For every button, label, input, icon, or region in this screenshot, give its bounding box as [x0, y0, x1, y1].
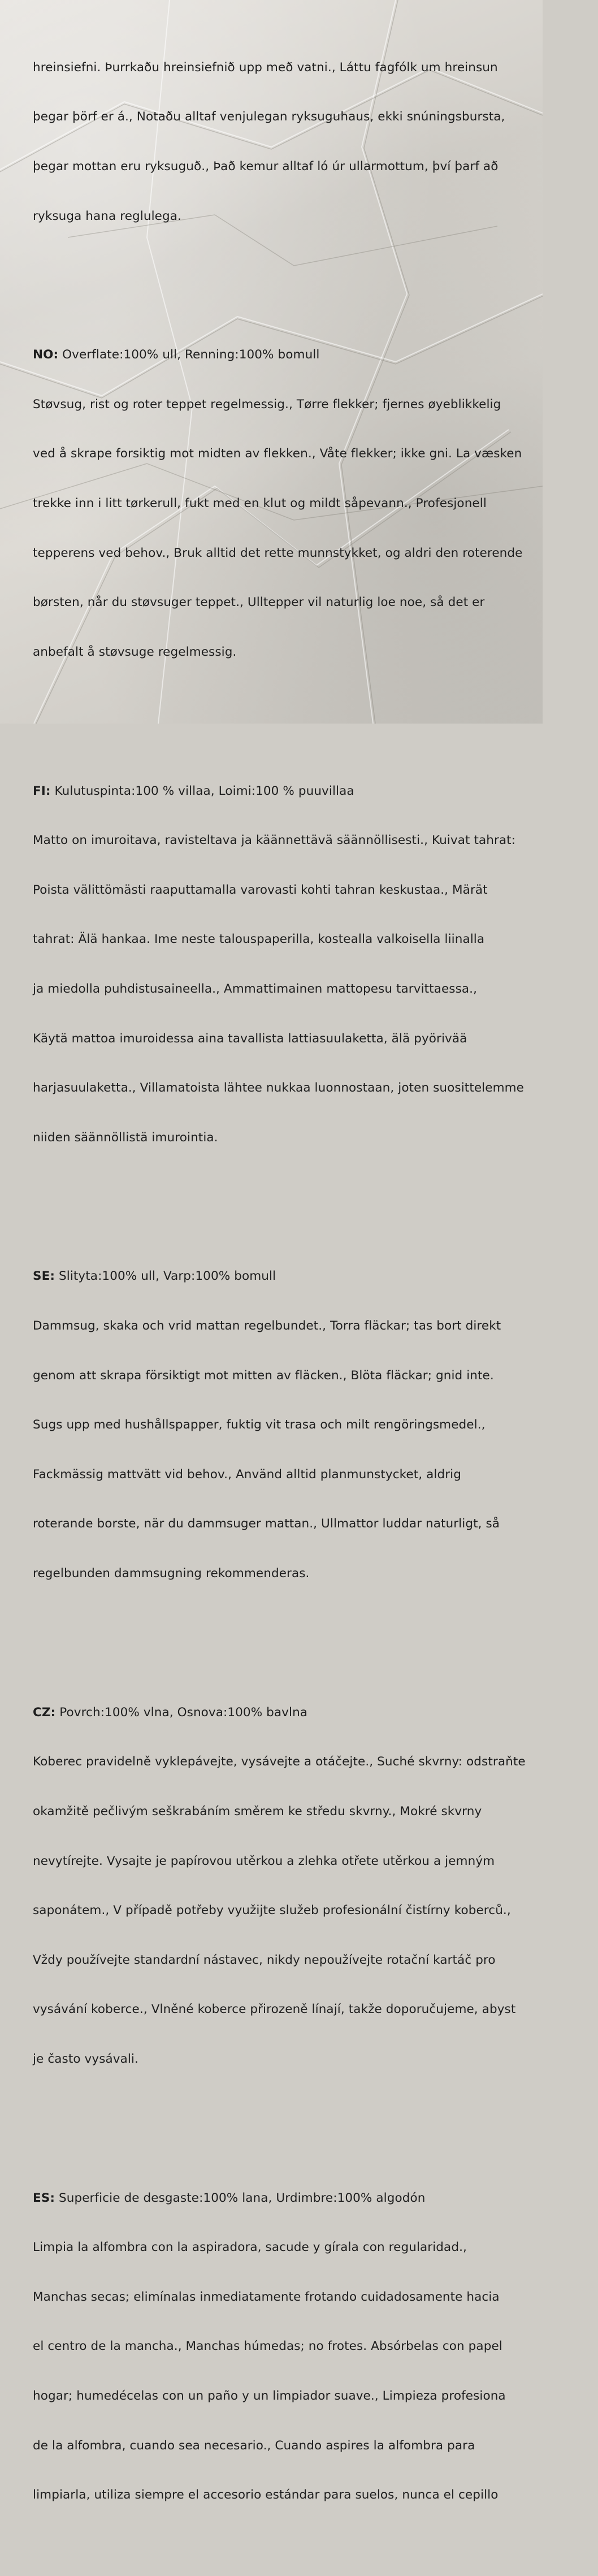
material-heading: Superficie de desgaste:100% lana, Urdimbre:100% algodón — [55, 2190, 426, 2205]
text-line: Käytä mattoa imuroidessa aina tavallista lattiasuulaketta, älä pyörivää — [33, 1031, 467, 1046]
text-line: Matto on imuroitava, ravisteltava ja käännettävä säännöllisesti., Kuivat tahrat: — [33, 833, 516, 848]
section-se — [33, 1235, 598, 1615]
text-line: tepperens ved behov., Bruk alltid det rette munnstykket, og aldri den roterende — [33, 545, 523, 560]
text-line: ved å skrape forsiktig mot midten av flekken., Våte flekker; ikke gni. La væsken — [33, 447, 522, 461]
language-code: SE: — [33, 1269, 55, 1284]
text-line: Koberec pravidelně vyklepávejte, vysávejte a otáčejte., Suché skvrny: odstraňte — [33, 1755, 526, 1769]
text-line: anbefalt å støvsuge regelmessig. — [33, 644, 237, 659]
text-line: niiden säännöllistä imurointia. — [33, 1130, 218, 1145]
language-code: NO: — [33, 348, 59, 362]
text-line: saponátem., V případě potřeby využijte služeb profesionální čistírny koberců., — [33, 1903, 511, 1918]
text-line: ja miedolla puhdistusaineella., Ammattimainen mattopesu tarvittaessa., — [33, 981, 478, 996]
section-fi — [33, 750, 598, 1179]
text-line: þegar þörf er á., Notaðu alltaf venjulegan ryksuguhaus, ekki snúningsbursta, — [33, 110, 505, 124]
material-heading: Povrch:100% vlna, Osnova:100% bavlna — [55, 1705, 308, 1720]
section-is-continued — [33, 26, 598, 257]
text-line: børsten, når du støvsuger teppet., Ulltepper vil naturlig loe noe, så det er — [33, 595, 485, 610]
text-line: okamžitě pečlivým seškrabáním směrem ke středu skvrny., Mokré skvrny — [33, 1804, 482, 1819]
language-code: ES: — [33, 2190, 55, 2205]
section-heading — [33, 347, 598, 363]
section-no — [33, 314, 598, 694]
text-line: þegar mottan eru ryksuguð., Það kemur alltaf ló úr ullarmottum, því þarf að — [33, 159, 499, 174]
text-line: el centro de la mancha., Manchas húmedas; no frotes. Absórbelas con papel — [33, 2339, 502, 2354]
text-line: genom att skrapa försiktigt mot mitten av fläcken., Blöta fläckar; gnid inte. — [33, 1368, 494, 1383]
text-line: trekke inn i litt tørkerull, fukt med en klut og mildt såpevann., Profesjonell — [33, 496, 487, 511]
text-line: nevytírejte. Vysajte je papírovou utěrkou a zlehka otřete utěrkou a jemným — [33, 1854, 495, 1868]
section-heading — [33, 783, 598, 799]
material-heading: Slityta:100% ull, Varp:100% bomull — [55, 1269, 276, 1284]
text-line: regelbunden dammsugning rekommenderas. — [33, 1566, 310, 1581]
text-line: roterande borste, när du dammsuger mattan., Ullmattor luddar naturligt, så — [33, 1517, 500, 1531]
section-es — [33, 2157, 598, 2536]
section-heading — [33, 1268, 598, 1284]
text-line: Poista välittömästi raaputtamalla varovasti kohti tahran keskustaa., Märät — [33, 882, 488, 897]
section-cz — [33, 1671, 598, 2100]
text-line: Dammsug, skaka och vrid mattan regelbundet., Torra fläckar; tas bort direkt — [33, 1319, 501, 1334]
text-line: harjasuulaketta., Villamatoista lähtee nukkaa luonnostaan, joten suosittelemme — [33, 1081, 524, 1096]
section-heading — [33, 1704, 598, 1721]
text-line: Sugs upp med hushållspapper, fuktig vit trasa och milt rengöringsmedel., — [33, 1418, 486, 1432]
text-line: Støvsug, rist og roter teppet regelmessig., Tørre flekker; fjernes øyeblikkelig — [33, 397, 501, 412]
text-line: hreinsiefni. Þurrkaðu hreinsiefnið upp með vatni., Láttu fagfólk um hreinsun — [33, 60, 498, 75]
care-instructions-text — [33, 0, 598, 2576]
text-line: Vždy používejte standardní nástavec, nikdy nepoužívejte rotační kartáč pro — [33, 1952, 496, 1967]
material-heading: Kulutuspinta:100 % villaa, Loimi:100 % puuvillaa — [50, 783, 354, 798]
material-heading: Overflate:100% ull, Renning:100% bomull — [58, 348, 320, 362]
text-line: de la alfombra, cuando sea necesario., Cuando aspires la alfombra para — [33, 2438, 475, 2453]
section-heading — [33, 2190, 598, 2206]
text-line: Limpia la alfombra con la aspiradora, sacude y gírala con regularidad., — [33, 2240, 467, 2255]
language-code: FI: — [33, 783, 51, 798]
text-line: ryksuga hana reglulega. — [33, 209, 181, 223]
text-line: limpiarla, utiliza siempre el accesorio estándar para suelos, nunca el cepillo — [33, 2488, 499, 2503]
text-line: vysávání koberce., Vlněné koberce přirozeně línají, takže doporučujeme, abyst — [33, 2002, 516, 2017]
text-line: Manchas secas; elimínalas inmediatamente frotando cuidadosamente hacia — [33, 2289, 500, 2304]
text-line: tahrat: Älä hankaa. Ime neste talouspaperilla, kostealla valkoisella liinalla — [33, 932, 485, 947]
language-code: CZ: — [33, 1705, 56, 1720]
text-line: Fackmässig mattvätt vid behov., Använd alltid planmunstycket, aldrig — [33, 1467, 461, 1482]
text-line: hogar; humedécelas con un paño y un limpiador suave., Limpieza profesiona — [33, 2389, 506, 2404]
text-line: je často vysávali. — [33, 2051, 138, 2066]
